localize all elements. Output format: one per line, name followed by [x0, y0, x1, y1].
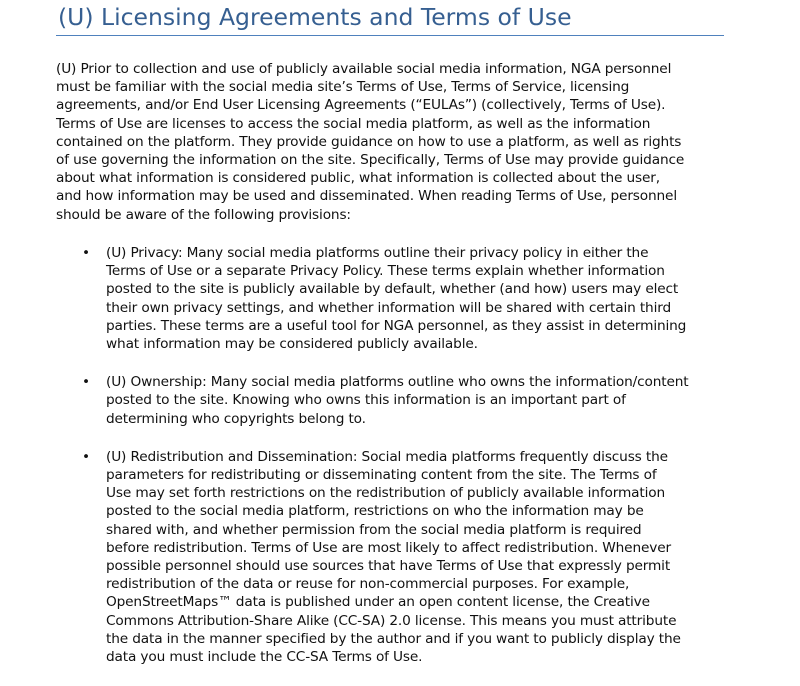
provisions-list	[56, 244, 756, 686]
list-item-line: parties. These terms are a useful tool for NGA personnel, as they assist in determining	[106, 317, 687, 334]
list-item-line: data you must include the CC-SA Terms of Use.	[106, 649, 423, 666]
list-item-line: determining who copyrights belong to.	[106, 410, 366, 427]
list-item-line: the data in the manner specified by the author and if you want to publicly display the	[106, 630, 681, 647]
intro-line: should be aware of the following provisions:	[56, 206, 351, 223]
list-item-line: Use may set forth restrictions on the redistribution of publicly available information	[106, 485, 666, 502]
intro-paragraph	[56, 60, 746, 224]
bullet-icon: •	[82, 374, 90, 391]
title-underline	[56, 35, 724, 36]
list-item-line: shared with, and whether permission from the social media platform is required	[106, 521, 642, 538]
list-item-line: parameters for redistributing or disseminating content from the site. The Terms of	[106, 467, 657, 484]
intro-line: agreements, and/or End User Licensing Agreements (“EULAs”) (collectively, Terms of Use).	[56, 97, 666, 114]
list-item-line: (U) Redistribution and Dissemination: Social media platforms frequently discuss the	[106, 448, 668, 465]
intro-line: and how information may be used and disseminated. When reading Terms of Use, personnel	[56, 188, 677, 205]
list-item-privacy	[56, 244, 746, 353]
bullet-icon: •	[82, 448, 90, 465]
list-item-line: redistribution of the data or reuse for non-commercial purposes. For example,	[106, 576, 630, 593]
list-item-line: (U) Privacy: Many social media platforms outline their privacy policy in either the	[106, 245, 649, 261]
list-item-line: OpenStreetMaps™ data is published under an open content license, the Creative	[106, 594, 650, 611]
intro-line: (U) Prior to collection and use of publicly available social media information, NGA personnel	[56, 61, 672, 77]
list-item-ownership	[56, 373, 746, 428]
intro-line: contained on the platform. They provide guidance on how to use a platform, as well as rights	[56, 133, 682, 150]
list-item-line: Commons Attribution-Share Alike (CC-SA) 2.0 license. This means you must attribute	[106, 612, 677, 629]
list-item-redistribution	[56, 448, 746, 666]
bullet-icon: •	[82, 245, 90, 261]
list-item-line: before redistribution. Terms of Use are most likely to affect redistribution. Whenever	[106, 539, 671, 556]
intro-line: of use governing the information on the site. Specifically, Terms of Use may provide guidance	[56, 152, 685, 169]
list-item-line: posted to the site. Knowing who owns this information is an important part of	[106, 392, 626, 409]
page-title: (U) Licensing Agreements and Terms of Use	[58, 3, 572, 31]
list-item-line: posted to the social media platform, restrictions on who the information may be	[106, 503, 644, 520]
list-item-line: what information may be considered publicly available.	[106, 336, 478, 353]
list-item-line: their own privacy settings, and whether information will be shared with certain third	[106, 299, 671, 316]
intro-line: Terms of Use are licenses to access the social media platform, as well as the information	[56, 115, 651, 132]
intro-line: about what information is considered public, what information is collected about the user,	[56, 170, 660, 187]
list-item-line: possible personnel should use sources that have Terms of Use that expressly permit	[106, 558, 671, 575]
list-item-line: (U) Ownership: Many social media platforms outline who owns the information/content	[106, 374, 689, 391]
intro-line: must be familiar with the social media site’s Terms of Use, Terms of Service, licensing	[56, 79, 630, 96]
list-item-line: posted to the site is publicly available by default, whether (and how) users may elect	[106, 281, 679, 298]
list-item-line: Terms of Use or a separate Privacy Policy. These terms explain whether information	[106, 263, 665, 280]
